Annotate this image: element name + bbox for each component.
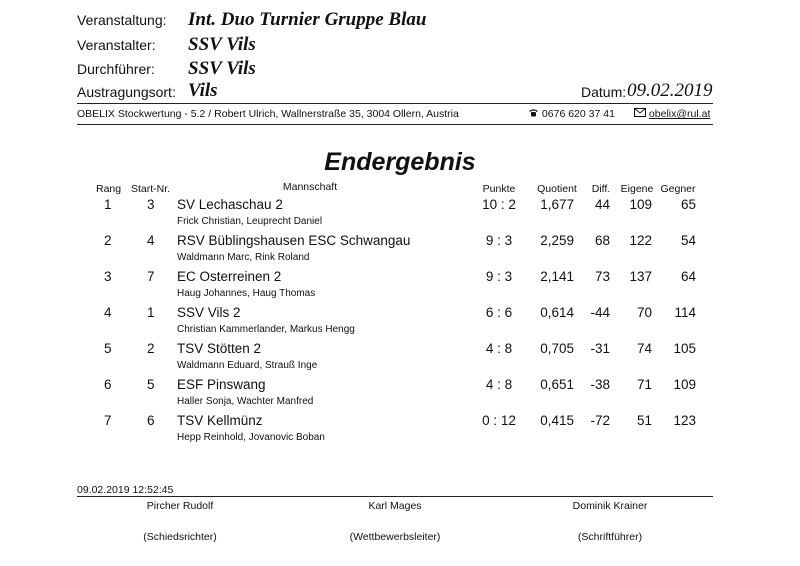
cell-own: 122 [629,233,652,248]
phone-contact [528,108,615,120]
cell-rank: 2 [104,233,112,248]
cell-team: RSV Büblingshausen ESC Schwangau [177,233,411,248]
cell-team: TSV Kellmünz [177,413,263,428]
executor-value: SSV Vils [188,58,256,79]
referee-role: (Schiedsrichter) [143,531,217,543]
software-divider [77,124,713,125]
cell-diff: 73 [594,269,610,284]
cell-team: SV Lechaschau 2 [177,197,283,212]
cell-diff: -31 [590,341,610,356]
footer-divider [77,496,713,497]
cell-opponent: 64 [680,269,696,284]
referee-name: Pircher Rudolf [146,500,214,512]
cell-players: Waldmann Eduard, Strauß Inge [177,360,318,371]
phone-number: 0676 620 37 41 [541,108,615,120]
email-contact[interactable] [634,108,710,120]
software-info: OBELIX Stockwertung - 5.2 / Robert Ulrich, Wallnerstraße 35, 3004 Ollern, Austria [77,108,459,120]
cell-points: 9 : 3 [485,233,513,248]
cell-opponent: 65 [680,197,696,212]
col-own: Eigene [620,183,654,195]
mail-icon [634,108,646,120]
cell-start-no: 1 [147,305,155,320]
cell-rank: 4 [104,305,112,320]
clerk-role: (Schriftführer) [577,531,643,543]
event-value: Int. Duo Turnier Gruppe Blau [188,9,427,30]
phone-icon [528,108,539,120]
cell-start-no: 2 [147,341,155,356]
cell-rank: 1 [104,197,112,212]
cell-players: Haller Sonja, Wachter Manfred [177,396,314,407]
cell-points: 6 : 6 [485,305,513,320]
manager-role: (Wettbewerbsleiter) [349,531,441,543]
date-label: Datum: [581,84,627,100]
cell-players: Christian Kammerlander, Markus Hengg [177,324,355,335]
cell-rank: 6 [104,377,112,392]
page-title: Endergebnis [324,148,476,176]
cell-rank: 7 [104,413,112,428]
cell-quotient: 2,141 [540,269,574,284]
organizer-value: SSV Vils [188,34,256,55]
cell-start-no: 5 [147,377,155,392]
print-timestamp: 09.02.2019 12:52:45 [77,484,174,496]
cell-team: SSV Vils 2 [177,305,241,320]
cell-own: 71 [636,377,652,392]
col-rank: Rang [96,183,122,195]
col-diff: Diff. [591,183,611,195]
cell-diff: 44 [594,197,610,212]
cell-players: Frick Christian, Leuprecht Daniel [177,216,323,227]
manager-name: Karl Mages [368,500,422,512]
cell-opponent: 54 [680,233,696,248]
cell-opponent: 114 [674,305,696,320]
col-team: Mannschaft [282,181,338,193]
cell-points: 4 : 8 [485,377,513,392]
cell-start-no: 4 [147,233,155,248]
cell-rank: 5 [104,341,112,356]
cell-team: TSV Stötten 2 [177,341,262,356]
clerk-name: Dominik Krainer [572,500,648,512]
cell-start-no: 3 [147,197,155,212]
date-value: 09.02.2019 [627,80,713,101]
cell-opponent: 109 [673,377,696,392]
cell-opponent: 105 [673,341,696,356]
cell-players: Waldmann Marc, Rink Roland [177,252,310,263]
cell-own: 70 [636,305,652,320]
cell-quotient: 0,651 [540,377,574,392]
email-link[interactable]: obelix@rul.at [648,108,711,120]
cell-points: 9 : 3 [485,269,513,284]
col-opponent: Gegner [660,183,696,195]
cell-quotient: 0,614 [540,305,574,320]
cell-own: 109 [629,197,652,212]
event-label: Veranstaltung: [77,12,167,28]
cell-players: Haug Johannes, Haug Thomas [177,288,316,299]
cell-quotient: 1,677 [540,197,574,212]
cell-diff: -38 [590,377,610,392]
cell-points: 0 : 12 [482,413,516,428]
cell-own: 74 [636,341,652,356]
executor-label: Durchführer: [77,61,155,77]
cell-own: 51 [636,413,652,428]
cell-rank: 3 [104,269,112,284]
cell-diff: 68 [594,233,610,248]
organizer-label: Veranstalter: [77,37,156,53]
cell-points: 4 : 8 [485,341,513,356]
cell-start-no: 7 [147,269,155,284]
cell-players: Hepp Reinhold, Jovanovic Boban [177,432,325,443]
cell-quotient: 0,705 [540,341,574,356]
cell-start-no: 6 [147,413,155,428]
cell-team: ESF Pinswang [177,377,266,392]
cell-quotient: 0,415 [540,413,574,428]
col-quotient: Quotient [537,183,577,195]
cell-diff: -44 [590,305,610,320]
cell-points: 10 : 2 [482,197,516,212]
venue-value: Vils [188,80,218,101]
cell-opponent: 123 [673,413,696,428]
header-divider [77,103,713,104]
cell-quotient: 2,259 [540,233,574,248]
col-start-no: Start-Nr. [131,183,171,195]
cell-team: EC Osterreinen 2 [177,269,282,284]
venue-label: Austragungsort: [77,84,176,100]
cell-own: 137 [629,269,652,284]
col-points: Punkte [482,183,516,195]
cell-diff: -72 [590,413,610,428]
